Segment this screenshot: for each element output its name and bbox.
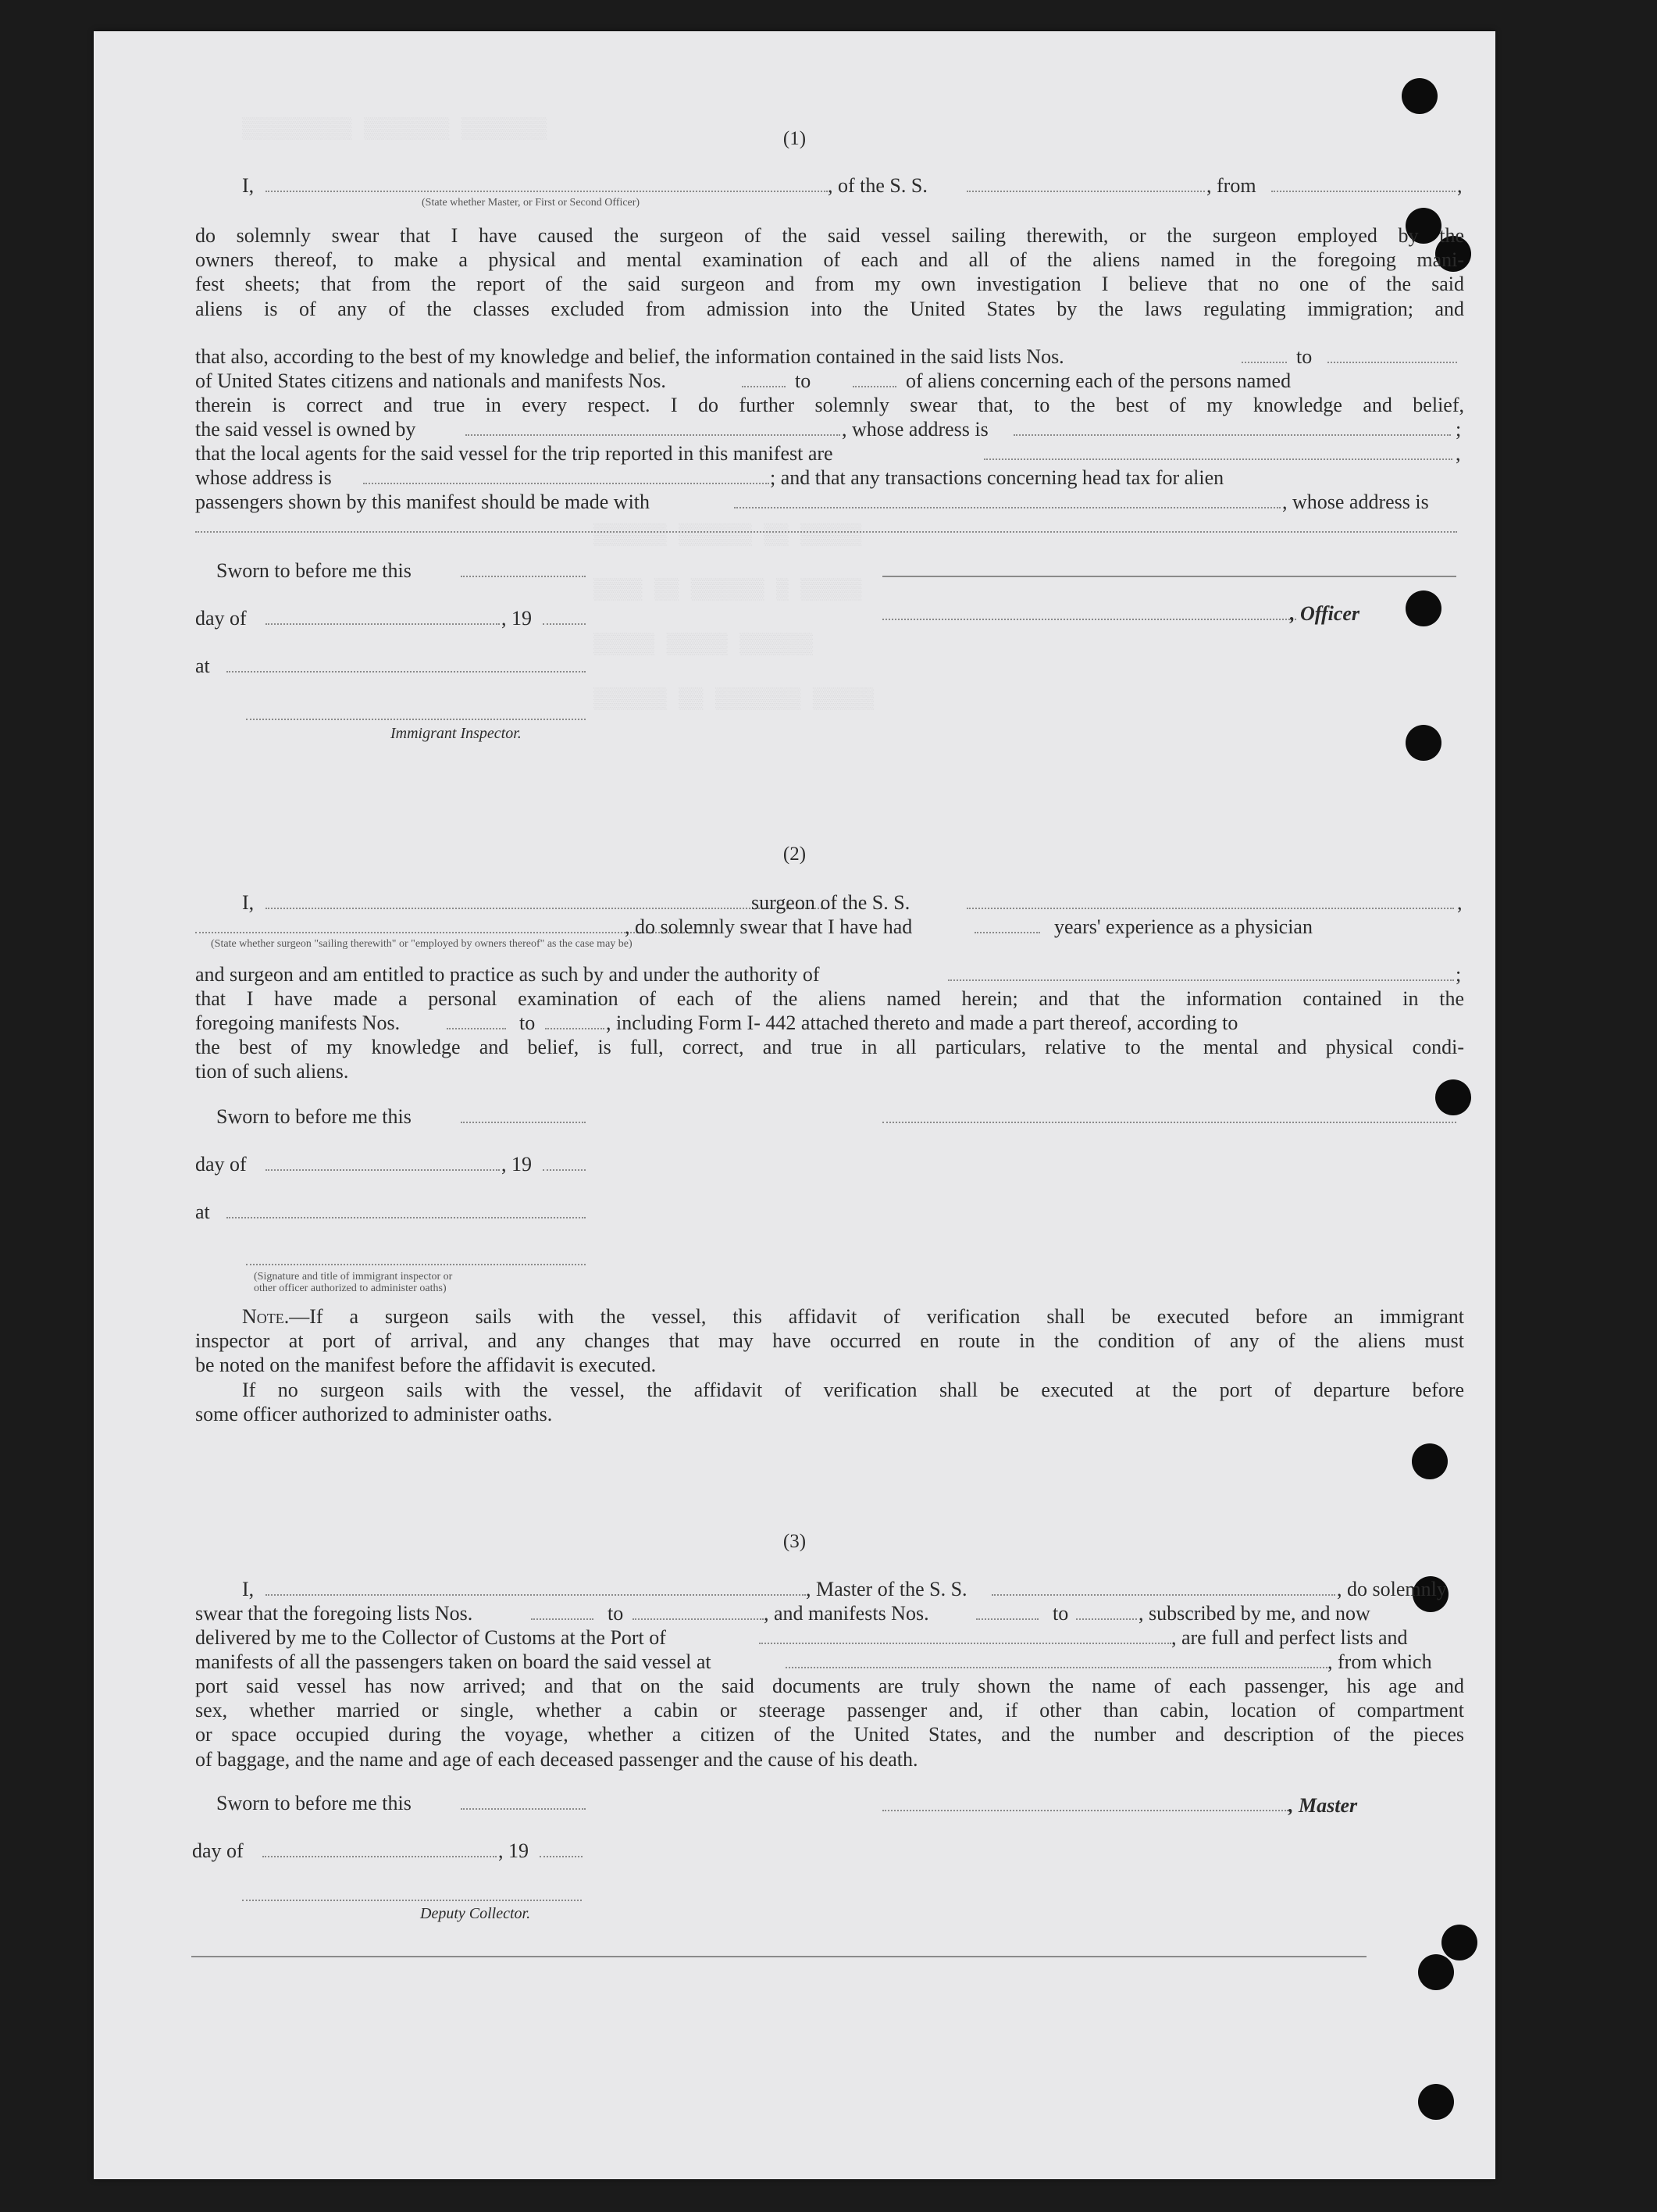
s1-agents-text: that the local agents for the said vessel for the trip reported in this manifest are [195, 442, 833, 465]
s2-dayof-label: day of [195, 1153, 247, 1176]
punch-hole [1418, 1954, 1454, 1990]
s1-citizens-rest: of aliens concerning each of the persons named [906, 369, 1292, 392]
section-3-number: (3) [782, 1531, 807, 1552]
s1-officer-signature-field[interactable] [882, 619, 1296, 620]
s1-citizens-to: to [795, 369, 811, 392]
s3-master-name-field[interactable] [265, 1594, 806, 1596]
s2-year-field[interactable] [543, 1169, 586, 1171]
s2-note-block [195, 1304, 1464, 1426]
bleed-through: ▒▒▒▒▒▒ ▒▒▒▒▒ ▒▒▒▒▒ [593, 633, 813, 656]
s1-line1-i: I, [242, 174, 255, 197]
s3-para-line: or space occupied during the voyage, whether a citizen of the United States, and the number and description of the pieces [195, 1723, 1464, 1746]
s2-year-label: , 19 [501, 1153, 532, 1176]
s2-line6-block [195, 1035, 1464, 1059]
bleed-through: ▒▒▒▒▒ ▒ ▒▒▒▒▒▒ ▒▒ ▒▒▒▒ [593, 578, 862, 601]
s1-owned-address: , whose address is [842, 418, 989, 441]
s2-sworn-label: Sworn to before me this [216, 1105, 412, 1128]
s2-line5-to: to [519, 1011, 536, 1034]
s3-dayof-label: day of [192, 1839, 244, 1862]
section-1-number: (1) [782, 128, 807, 149]
bottom-rule [191, 1956, 1367, 1957]
s1-agents-field[interactable] [984, 458, 1452, 460]
s1-headtax-party-field[interactable] [734, 507, 1281, 508]
s3-l4-text: manifests of all the passengers taken on board the said vessel at [195, 1650, 711, 1673]
s3-year-label: , 19 [498, 1839, 529, 1862]
s3-l2-rest: , subscribed by me, and now [1139, 1602, 1370, 1625]
s2-note-label: Note. [242, 1305, 290, 1328]
s3-manifest-from-field[interactable] [976, 1618, 1039, 1620]
s2-line3-text: and surgeon and am entitled to practice as such by and under the authority of [195, 963, 820, 986]
s1-agents-address-field[interactable] [363, 483, 769, 484]
s1-citizens-text: of United States citizens and nationals and manifests Nos. [195, 369, 666, 392]
s3-l4-rest: , from which [1327, 1650, 1432, 1673]
s3-l3-text: delivered by me to the Collector of Customs at the Port of [195, 1626, 666, 1649]
s3-lists-from-field[interactable] [531, 1618, 593, 1620]
s2-note-text: —If a surgeon sails with the vessel, this affidavit of verification shall be executed before an immigrant [289, 1305, 1464, 1328]
s2-signature-line[interactable] [882, 1122, 1456, 1123]
s1-officer-caption: (State whether Master, or First or Second Officer) [422, 197, 640, 209]
s3-para-line: sex, whether married or single, whether a cabin or steerage passenger and, if other than cabin, location of compartment [195, 1699, 1464, 1722]
s1-year-field[interactable] [543, 623, 586, 625]
s1-whose-rest: ; and that any transactions concerning head tax for alien [770, 466, 1224, 489]
s3-collector-label: Deputy Collector. [420, 1905, 531, 1922]
s2-line5-text: foregoing manifests Nos. [195, 1011, 401, 1034]
punch-hole [1406, 590, 1441, 626]
s3-para-line: of baggage, and the name and age of each deceased passenger and the cause of his death. [195, 1747, 918, 1771]
s2-sworn-day-field[interactable] [461, 1122, 586, 1123]
s1-officer-label: , Officer [1290, 602, 1360, 625]
s1-lists-to-field[interactable] [1327, 362, 1457, 363]
s3-port-field[interactable] [759, 1643, 1171, 1644]
s1-lists-text: that also, according to the best of my knowledge and belief, the information contained in the said lists Nos. [195, 345, 1064, 368]
s1-from-port-field[interactable] [1271, 191, 1456, 192]
s1-lists-to: to [1296, 345, 1313, 368]
s1-manifest-from-field[interactable] [742, 386, 786, 387]
s2-sig-caption-2: other officer authorized to administer oaths) [254, 1283, 447, 1294]
s3-l2-text: swear that the foregoing lists Nos. [195, 1602, 473, 1625]
s3-manifest-to-field[interactable] [1076, 1618, 1137, 1620]
s1-sworn-day-field[interactable] [461, 576, 586, 577]
s2-note-line: inspector at port of arrival, and any changes that may have occurred en route in the condition of any of the aliens must [195, 1329, 1464, 1353]
s1-para-line: owners thereof, to make a physical and mental examination of each and all of the aliens named in the foregoing mani- [195, 248, 1464, 272]
s3-sworn-day-field[interactable] [461, 1808, 586, 1810]
bleed-through: ▒▒▒▒▒▒▒ ▒▒▒▒▒▒▒ ▒▒▒▒▒▒▒▒▒ [242, 117, 547, 141]
s2-vessel-name-field[interactable] [967, 908, 1454, 909]
s2-line2-swear: , do solemnly swear that I have had [625, 915, 913, 938]
s1-line1-from: , from [1206, 174, 1256, 197]
s2-authority-field[interactable] [948, 979, 1454, 981]
s3-l2-to: to [608, 1602, 624, 1625]
s1-officer-name-field[interactable] [265, 191, 828, 192]
s2-surgeon-caption: (State whether surgeon "sailing therewith" or "employed by owners thereof" as the case may be) [211, 938, 633, 950]
s3-dayof-field[interactable] [262, 1856, 497, 1857]
s1-owned-text: the said vessel is owned by [195, 418, 416, 441]
s2-line2-years: years' experience as a physician [1054, 915, 1313, 938]
s3-l1-i: I, [242, 1578, 255, 1600]
s3-l2-to2: to [1053, 1602, 1069, 1625]
s3-l2-manifests: , and manifests Nos. [764, 1602, 929, 1625]
section-2-number: (2) [782, 844, 807, 865]
s2-line4-text: that I have made a personal examination of each of the aliens named herein; and that the information contained in the [195, 987, 1464, 1010]
s1-signature-line[interactable] [882, 576, 1456, 577]
form-page [94, 31, 1495, 2179]
s2-at-label: at [195, 1201, 210, 1223]
s2-note-line: be noted on the manifest before the affidavit is executed. [195, 1354, 657, 1377]
s1-therein-text: therein is correct and true in every respect. I do further solemnly swear that, to the best of my knowledge and belief, [195, 394, 1464, 416]
s3-master-signature-field[interactable] [882, 1810, 1288, 1811]
s1-inspector-signature-field[interactable] [246, 719, 586, 720]
s1-at-field[interactable] [226, 671, 586, 673]
s1-para-line: do solemnly swear that I have caused the surgeon of the said vessel sailing therewith, or the surgeon employed by the [195, 224, 1464, 247]
s1-inspector-label: Immigrant Inspector. [390, 725, 522, 742]
s3-vessel-name-field[interactable] [992, 1594, 1335, 1596]
s1-therein-line [195, 393, 1464, 417]
s1-dayof-field[interactable] [265, 623, 500, 625]
s1-para-line: fest sheets; that from the report of the said surgeon and from my own investigation I believe that no one of the said [195, 273, 1464, 296]
s1-dayof-label: day of [195, 607, 247, 630]
s2-sig-caption-1: (Signature and title of immigrant inspector or [254, 1271, 453, 1283]
s3-embark-port-field[interactable] [786, 1667, 1327, 1668]
bleed-through: ▒▒▒▒▒ ▒▒ ▒▒▒▒▒▒ ▒▒▒▒▒▒ [593, 523, 862, 547]
s1-paragraph [195, 223, 1464, 321]
s2-manifest-to-field[interactable] [545, 1028, 604, 1029]
s1-para-line: aliens is of any of the classes excluded from admission into the United States by the laws regulating immigration; and [195, 297, 1464, 320]
s1-passengers-text: passengers shown by this manifest should be made with [195, 491, 650, 513]
s1-agents-end: , [1456, 442, 1461, 465]
s3-l3-rest: , are full and perfect lists and [1171, 1626, 1408, 1649]
s3-l1-end: , do solemnly [1337, 1578, 1447, 1600]
s2-line6-text: the best of my knowledge and belief, is full, correct, and true in all particulars, relative to the mental and physical condi- [195, 1036, 1464, 1058]
s2-dayof-field[interactable] [265, 1169, 500, 1171]
s1-owner-field[interactable] [465, 434, 840, 436]
punch-hole [1435, 1079, 1471, 1115]
s1-vessel-name-field[interactable] [967, 191, 1205, 192]
s1-passengers-rest: , whose address is [1282, 491, 1429, 513]
s3-paragraph [195, 1674, 1464, 1771]
s3-para-line: port said vessel has now arrived; and that on the said documents are truly shown the name of each passenger, his age and [195, 1675, 1464, 1697]
s2-surgeon-name-field[interactable] [265, 908, 828, 909]
s3-l1-master: , Master of the S. S. [806, 1578, 967, 1600]
s1-owner-address-field[interactable] [1014, 434, 1451, 436]
s1-headtax-address-field[interactable] [195, 531, 1457, 533]
s2-line1-i: I, [242, 891, 255, 914]
s2-at-field[interactable] [226, 1217, 586, 1218]
s3-lists-to-field[interactable] [633, 1618, 764, 1620]
s2-note2-line: If no surgeon sails with the vessel, the affidavit of verification shall be executed at the port of departure before [242, 1378, 1464, 1401]
s1-owned-end: ; [1456, 418, 1462, 441]
s1-lists-from-field[interactable] [1242, 362, 1287, 363]
s3-master-label: , Master [1288, 1794, 1358, 1817]
s2-line4-block [195, 986, 1464, 1011]
s2-line1-surgeon: surgeon of the S. S. [751, 891, 910, 914]
s2-inspector-signature-field[interactable] [246, 1264, 586, 1265]
punch-hole [1406, 725, 1441, 761]
bleed-through: ▒▒▒▒▒ ▒▒▒▒▒▒▒ ▒▒ ▒▒▒▒▒▒ [593, 687, 874, 711]
punch-hole [1412, 1443, 1448, 1479]
s1-manifest-to-field[interactable] [853, 386, 896, 387]
s2-line3-end: ; [1456, 963, 1462, 986]
s3-sworn-label: Sworn to before me this [216, 1792, 412, 1814]
punch-hole [1418, 2084, 1454, 2120]
s1-whose-text: whose address is [195, 466, 332, 489]
s2-line7-text: tion of such aliens. [195, 1060, 349, 1083]
s3-collector-signature-field[interactable] [242, 1900, 582, 1901]
s1-sworn-label: Sworn to before me this [216, 559, 412, 582]
s2-line1-end: , [1457, 891, 1463, 914]
s2-note-first-line [195, 1304, 1464, 1329]
s2-manifest-from-field[interactable] [447, 1028, 506, 1029]
s1-line1-ofss: , of the S. S. [828, 174, 928, 197]
s2-note2-line: some officer authorized to administer oaths. [195, 1402, 553, 1425]
s1-line1-end: , [1457, 174, 1463, 197]
s3-year-field[interactable] [540, 1856, 583, 1857]
s2-years-field[interactable] [975, 932, 1040, 933]
punch-hole [1402, 78, 1438, 114]
punch-hole [1441, 1925, 1477, 1960]
s1-year-label: , 19 [501, 607, 532, 630]
s1-at-label: at [195, 655, 210, 677]
s2-line5-rest: , including Form I- 442 attached thereto and made a part thereof, according to [606, 1011, 1238, 1034]
